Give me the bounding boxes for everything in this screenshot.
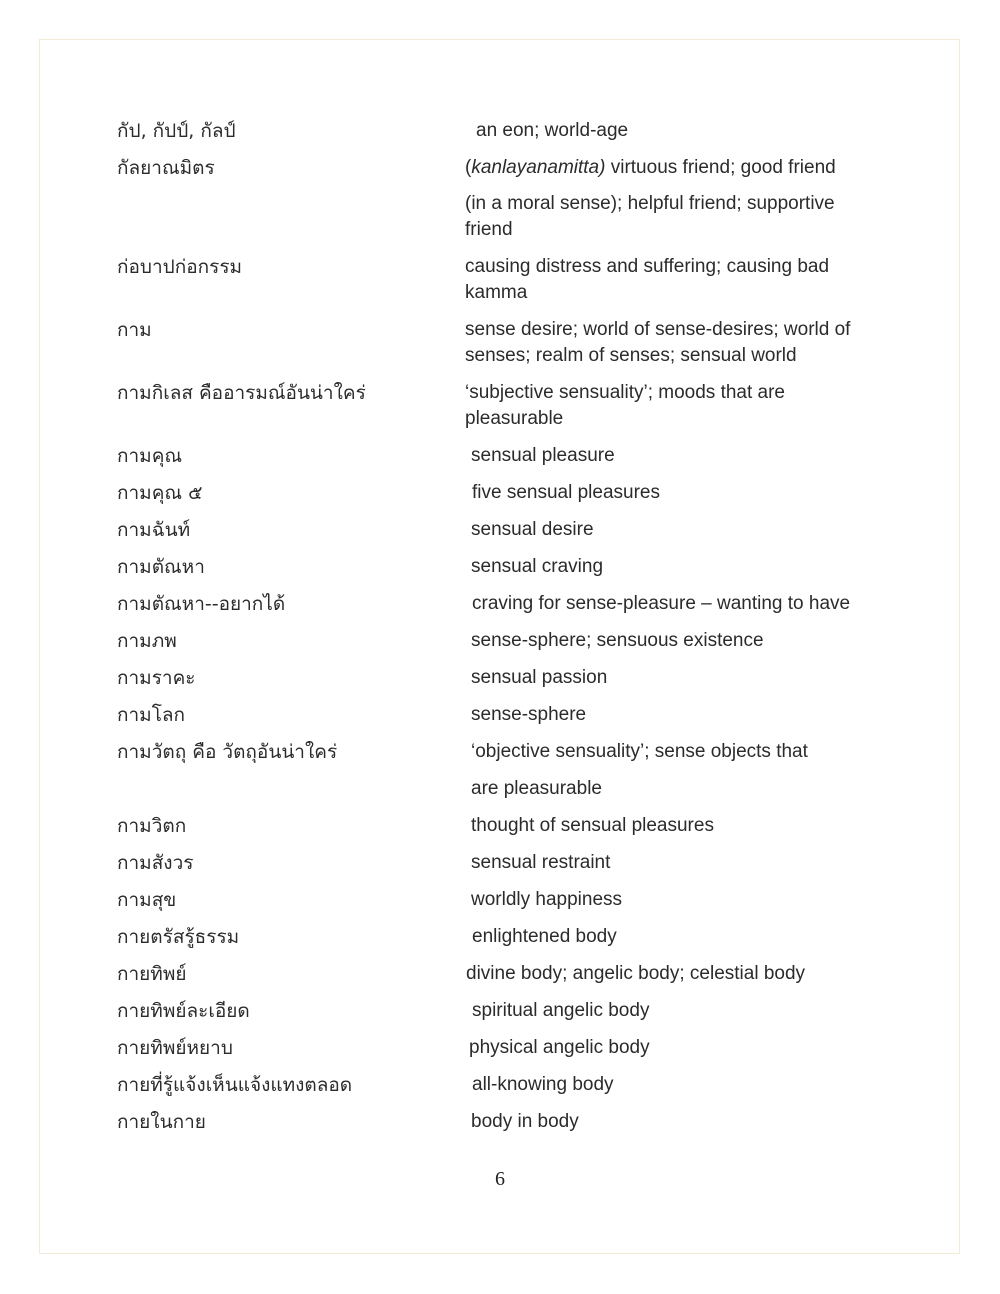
english-definition: craving for sense-pleasure – wanting to have <box>472 593 851 614</box>
english-definition: sensual craving <box>471 556 604 577</box>
thai-term: กายในกาย <box>117 1111 206 1133</box>
english-definition: sensual passion <box>471 667 608 688</box>
english-definition: (in a moral sense); helpful friend; supportive friend <box>465 193 835 240</box>
thai-term: กัลยาณมิตร <box>117 157 215 179</box>
english-definition: ‘subjective sensuality’; moods that are pleasurable <box>465 382 785 429</box>
english-definition: sense-sphere; sensuous existence <box>471 630 764 651</box>
english-definition: spiritual angelic body <box>472 1000 650 1021</box>
english-definition: (kanlayanamitta) virtuous friend; good friend <box>465 157 836 178</box>
english-definition: five sensual pleasures <box>472 482 660 503</box>
thai-term: กาม <box>117 319 152 341</box>
thai-term: กามฉันท์ <box>117 519 191 541</box>
thai-term: กามตัณหา--อยากได้ <box>117 593 286 615</box>
english-definition: sensual pleasure <box>471 445 615 466</box>
thai-term: กามคุณ ๕ <box>117 482 203 504</box>
english-definition: ‘objective sensuality’; sense objects that <box>471 741 808 762</box>
thai-term: กายทิพย์ละเอียด <box>117 1000 250 1022</box>
thai-term: กามตัณหา <box>117 556 205 578</box>
thai-term: กัป, กัปป์, กัลป์ <box>117 120 236 142</box>
thai-term: กามโลก <box>117 704 186 726</box>
english-definition: sense-sphere <box>471 704 587 725</box>
thai-term: กามวัตถุ คือ วัตถุอันน่าใคร่ <box>117 741 338 763</box>
english-definition: enlightened body <box>472 926 617 947</box>
thai-term: กามวิตก <box>117 815 187 837</box>
english-definition: an eon; world-age <box>476 120 629 141</box>
english-definition: causing distress and suffering; causing bad kamma <box>465 256 830 303</box>
thai-term: กามสังวร <box>117 852 194 874</box>
english-definition: thought of sensual pleasures <box>471 815 714 836</box>
english-definition: worldly happiness <box>471 889 623 910</box>
thai-term: ก่อบาปก่อกรรม <box>117 256 243 278</box>
english-definition: sensual restraint <box>471 852 611 873</box>
thai-term: กายทิพย์ <box>117 963 187 985</box>
pali-transliteration: kanlayanamitta) <box>471 157 606 178</box>
thai-term: กามกิเลส คืออารมณ์อันน่าใคร่ <box>117 382 366 404</box>
thai-term: กามภพ <box>117 630 177 652</box>
english-definition: sensual desire <box>471 519 594 540</box>
thai-term: กามราคะ <box>117 667 196 689</box>
thai-term: กามสุข <box>117 889 177 911</box>
english-definition: body in body <box>471 1111 579 1132</box>
thai-term: กายตรัสรู้ธรรม <box>117 926 240 948</box>
thai-term: กามคุณ <box>117 445 183 467</box>
english-definition: physical angelic body <box>469 1037 650 1058</box>
thai-term: กายทิพย์หยาบ <box>117 1037 233 1059</box>
english-definition: sense desire; world of sense-desires; world of senses; realm of senses; sensual world <box>465 319 851 366</box>
english-definition: divine body; angelic body; celestial body <box>466 963 806 984</box>
english-definition: all-knowing body <box>472 1074 614 1095</box>
page-number: 6 <box>495 1168 505 1190</box>
english-definition: are pleasurable <box>471 778 602 799</box>
thai-term: กายที่รู้แจ้งเห็นแจ้งแทงตลอด <box>117 1074 353 1096</box>
